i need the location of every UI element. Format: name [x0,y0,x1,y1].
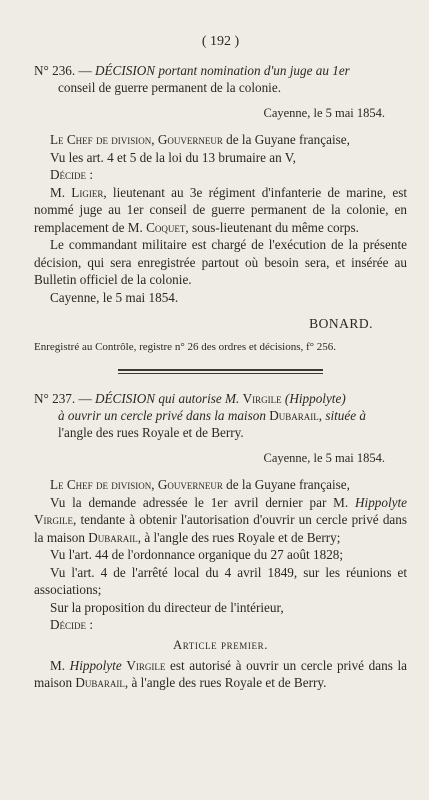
preamble-rest: de la Guyane française, [226,132,350,147]
body-text: tendante à obtenir l'autorisation d'ouvrir un cercle privé dans la maison [34,512,407,545]
house-name: Dubarail, [88,529,142,545]
decision-title-word: DÉCISION [94,391,156,406]
signature: BONARD. [309,316,373,331]
decision-236 [34,62,407,355]
vu-clause: Vu les art. 4 et 5 de la loi du 13 brumaire an V, [50,149,296,165]
decision-dateline: Cayenne, le 5 mai 1854. [263,451,385,465]
vu-clause [34,494,407,547]
decision-237-heading [34,390,407,407]
decide-label: Décide : [50,617,93,632]
body-text: à l'angle des rues Royale et de Berry; [144,529,341,545]
decision-236-heading [34,62,407,79]
person-name: Virgile [242,391,282,406]
decision-number: N° 237. — [34,391,92,406]
section-divider [118,369,323,374]
decision-body-paragraph [34,184,407,237]
page-number: ( 192 ) [201,34,240,49]
body-text: M. [50,657,66,673]
decision-title-line2: conseil de guerre permanent de la colonie. [58,80,281,95]
vu-clause: Vu l'art. 4 de l'arrêté local du 4 avril 1849, sur les réunions et associations; [34,564,407,597]
proposition-clause: Sur la proposition du directeur de l'intérieur, [50,599,284,615]
decision-237 [34,390,407,692]
decision-number: N° 236. — [34,63,92,78]
body-text: Vu la demande adressée le 1er avril dernier par M. [50,494,349,510]
decide-label: Décide : [50,167,93,182]
closing-date: Cayenne, le 5 mai 1854. [50,289,179,305]
body-text: est autorisé à ouvrir un cercle privé dans la maison [34,657,408,690]
decision-title-text: qui autorise M. [158,391,240,406]
preamble-title: Le Chef de division, Gouverneur [50,477,223,492]
decision-title-text: à ouvrir un cercle privé dans la maison [58,408,266,423]
registration-note: Enregistré au Contrôle, registre n° 26 des ordres et décisions, f° 256. [34,341,337,353]
house-name: Dubarail, [269,408,323,423]
person-firstname: Hippolyte [69,657,122,673]
body-text: lieutenant au 3e régiment d'infanterie de marine, est nommé juge au 1er conseil de guerre permanent de la colonie, en remplacement de M. [34,184,408,235]
body-text: à l'angle des rues Royale et de Berry. [131,675,327,690]
body-text: sous-lieutenant du même corps. [191,219,359,235]
decision-dateline: Cayenne, le 5 mai 1854. [263,106,385,120]
preamble-rest: de la Guyane française, [226,477,350,492]
preamble-title: Le Chef de division, Gouverneur [50,132,223,147]
decision-title-line3: l'angle des rues Royale et de Berry. [58,425,244,440]
decision-title-text: située à [325,408,366,423]
preamble [34,131,407,149]
vu-clause: Vu l'art. 44 de l'ordonnance organique du 27 août 1828; [50,547,344,562]
person-name: Coquet, [146,219,189,235]
person-name: Virgile [126,657,166,673]
preamble [34,476,407,494]
decision-title-word: DÉCISION [94,63,156,78]
article-heading: Article premier. [173,637,268,652]
execution-paragraph: Le commandant militaire est chargé de l'exécution de la présente décision, qui sera enregistrée partout où besoin sera, et insérée au Bulletin officiel de la colonie. [34,237,407,287]
person-firstname: (Hippolyte) [284,391,346,406]
house-name: Dubarail, [75,675,129,690]
decision-title-text: portant nomination d'un juge au 1er [158,63,350,78]
person-name: M. Ligier, [50,184,107,200]
decision-title-line2 [34,407,407,424]
article-body [34,657,407,692]
person-name: Virgile, [34,512,77,527]
person-firstname: Hippolyte [355,494,408,510]
